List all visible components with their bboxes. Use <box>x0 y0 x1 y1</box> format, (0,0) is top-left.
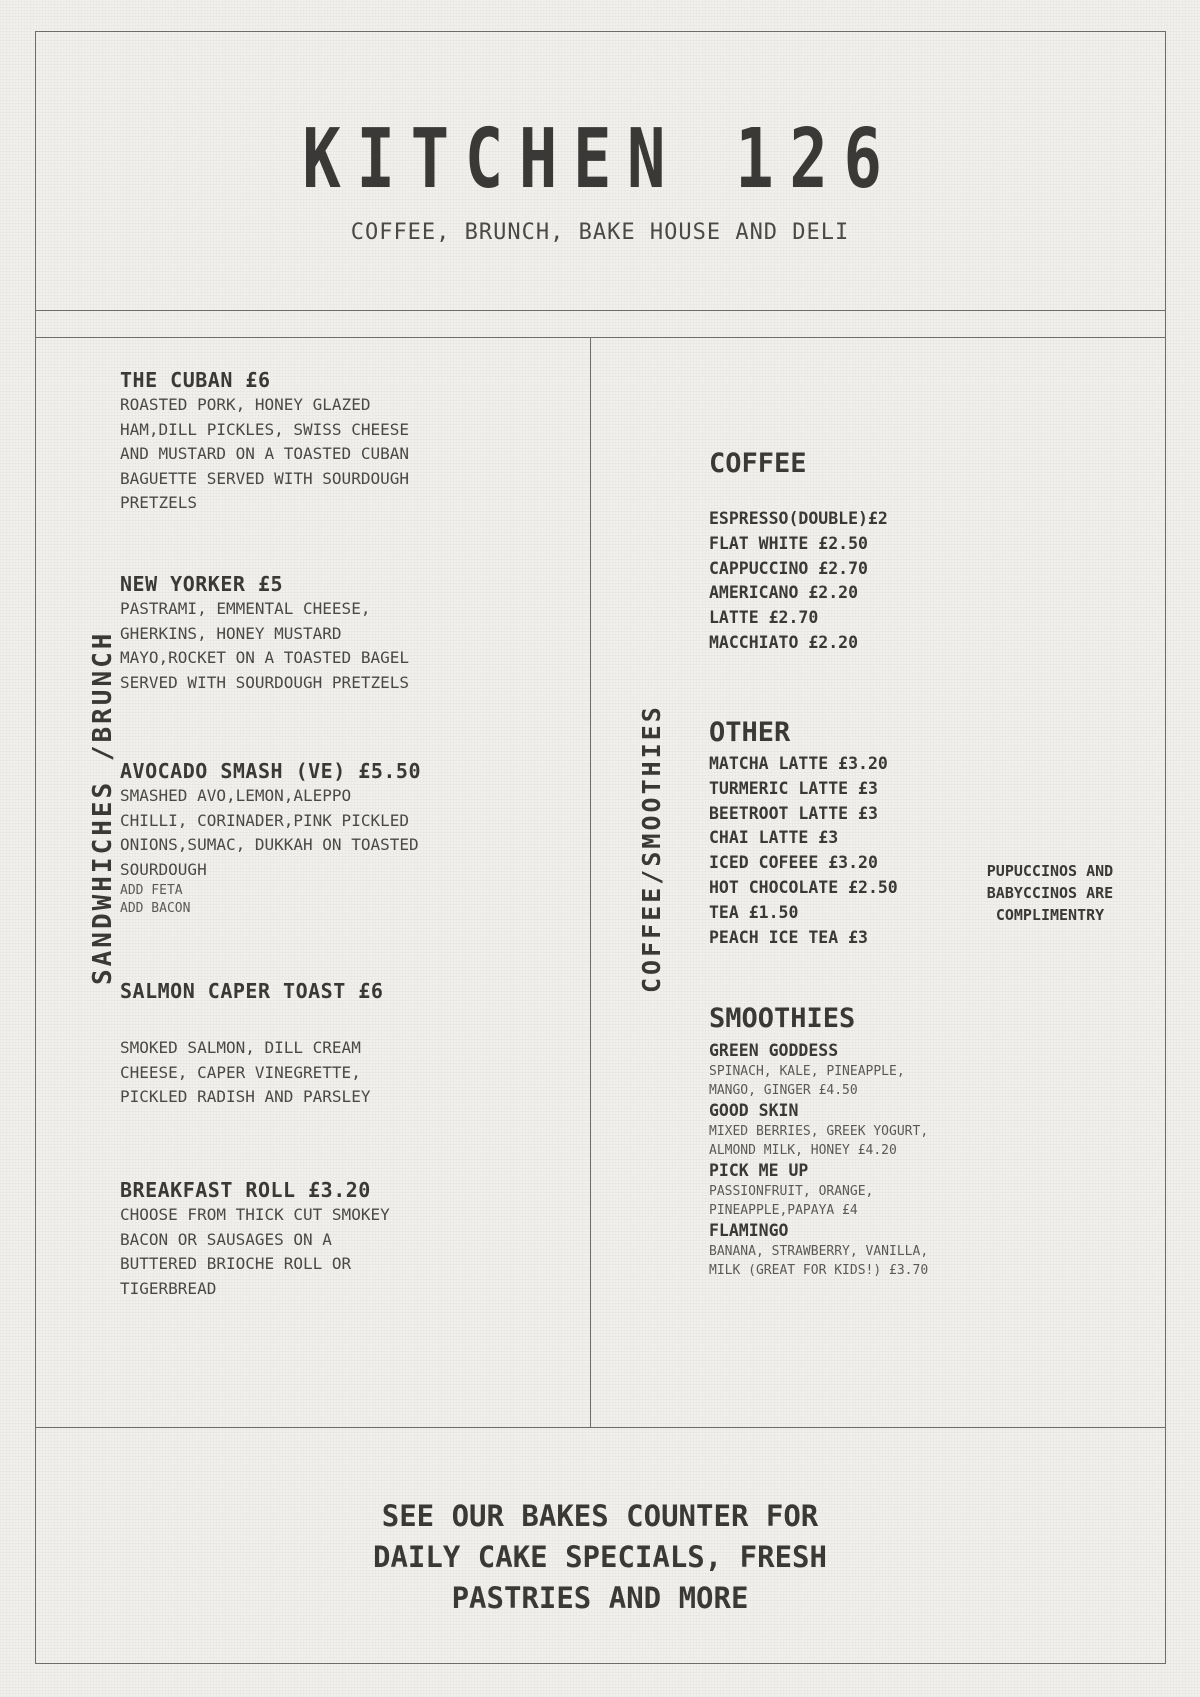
footer-message: SEE OUR BAKES COUNTER FOR DAILY CAKE SPECIALS, FRESH PASTRIES AND MORE <box>373 1499 827 1615</box>
list-item: FLAT WHITE £2.50 <box>709 533 868 553</box>
item-extra-feta: ADD FETA <box>120 883 183 898</box>
menu-item-breakfast-roll <box>120 1177 390 1301</box>
list-item: TURMERIC LATTE £3 <box>709 778 878 798</box>
list-item: CAPPUCCINO £2.70 <box>709 558 868 578</box>
item-title: BREAKFAST ROLL £3.20 <box>120 1178 371 1202</box>
list-item <box>709 1160 928 1220</box>
list-item <box>709 1220 928 1280</box>
list-item: LATTE £2.70 <box>709 608 819 628</box>
footer-divider <box>35 1427 1166 1428</box>
list-item: HOT CHOCOLATE £2.50 <box>709 877 898 897</box>
page-title: KITCHEN 126 <box>302 112 898 207</box>
item-title: THE CUBAN £6 <box>120 368 271 392</box>
item-extra-bacon: ADD BACON <box>120 901 191 916</box>
item-title: NEW YORKER £5 <box>120 572 284 596</box>
list-item: MATCHA LATTE £3.20 <box>709 754 888 773</box>
page-subtitle: COFFEE, BRUNCH, BAKE HOUSE AND DELI <box>350 220 850 245</box>
coffee-heading: COFFEE <box>709 448 807 479</box>
item-description: SMOKED SALMON, DILL CREAM CHEESE, CAPER VINEGRETTE, PICKLED RADISH AND PARSLEY <box>120 1038 371 1106</box>
menu-item-salmon-caper-toast <box>120 978 383 1110</box>
column-divider <box>590 337 591 1427</box>
list-item <box>709 1040 928 1100</box>
item-description: CHOOSE FROM THICK CUT SMOKEY BACON OR SAUSAGES ON A BUTTERED BRIOCHE ROLL OR TIGERBREAD <box>120 1205 390 1298</box>
item-description: SMASHED AVO,LEMON,ALEPPO CHILLI, CORINADER,PINK PICKLED ONIONS,SUMAC, DUKKAH ON TOASTED SOURDOUGH <box>120 786 419 879</box>
item-title: SALMON CAPER TOAST £6 <box>120 979 384 1003</box>
item-description: ROASTED PORK, HONEY GLAZED HAM,DILL PICKLES, SWISS CHEESE AND MUSTARD ON A TOASTED CUBAN BAGUETTE SERVED WITH SOURDOUGH PRETZELS <box>120 395 409 512</box>
list-item: ICED COFEEE £3.20 <box>709 853 878 873</box>
list-item: ESPRESSO(DOUBLE)£2 <box>709 509 888 528</box>
smoothie-list <box>709 1040 928 1280</box>
section-label-sandwiches: SANDWHICHES /BRUNCH <box>88 630 118 985</box>
list-item <box>709 1100 928 1160</box>
item-description: PASTRAMI, EMMENTAL CHEESE, GHERKINS, HONEY MUSTARD MAYO,ROCKET ON A TOASTED BAGEL SERVED WITH SOURDOUGH PRETZELS <box>120 599 409 692</box>
smoothie-description: BANANA, STRAWBERRY, VANILLA, MILK (GREAT FOR KIDS!) £3.70 <box>709 1244 929 1278</box>
list-item: AMERICANO £2.20 <box>709 583 859 603</box>
complimentary-note: PUPUCCINOS AND BABYCCINOS ARE COMPLIMENTRY <box>986 862 1114 924</box>
other-heading: OTHER <box>709 717 791 748</box>
smoothie-description: MIXED BERRIES, GREEK YOGURT, ALMOND MILK, HONEY £4.20 <box>709 1124 929 1158</box>
item-title: AVOCADO SMASH (VE) £5.50 <box>120 759 421 783</box>
list-item: TEA £1.50 <box>709 902 799 922</box>
section-label-coffee-smoothies: COFFEE/SMOOTHIES <box>637 704 666 993</box>
smoothies-heading: SMOOTHIES <box>709 1003 856 1034</box>
header-divider-bottom <box>35 337 1166 338</box>
smoothie-description: PASSIONFRUIT, ORANGE, PINEAPPLE,PAPAYA £4 <box>709 1184 874 1218</box>
header-divider-top <box>35 310 1166 311</box>
smoothie-name: PICK ME UP <box>709 1161 809 1180</box>
smoothie-name: GREEN GODDESS <box>709 1041 839 1060</box>
list-item: BEETROOT LATTE £3 <box>709 803 878 823</box>
list-item: MACCHIATO £2.20 <box>709 632 859 652</box>
list-item: CHAI LATTE £3 <box>709 828 839 848</box>
menu-item-new-yorker <box>120 571 409 695</box>
menu-item-cuban <box>120 367 409 516</box>
smoothie-name: GOOD SKIN <box>709 1101 799 1120</box>
smoothie-description: SPINACH, KALE, PINEAPPLE, MANGO, GINGER £4.50 <box>709 1064 905 1098</box>
list-item: PEACH ICE TEA £3 <box>709 927 868 947</box>
other-list <box>709 752 898 950</box>
menu-item-avocado-smash <box>120 758 421 918</box>
coffee-list <box>709 507 888 656</box>
smoothie-name: FLAMINGO <box>709 1221 789 1240</box>
